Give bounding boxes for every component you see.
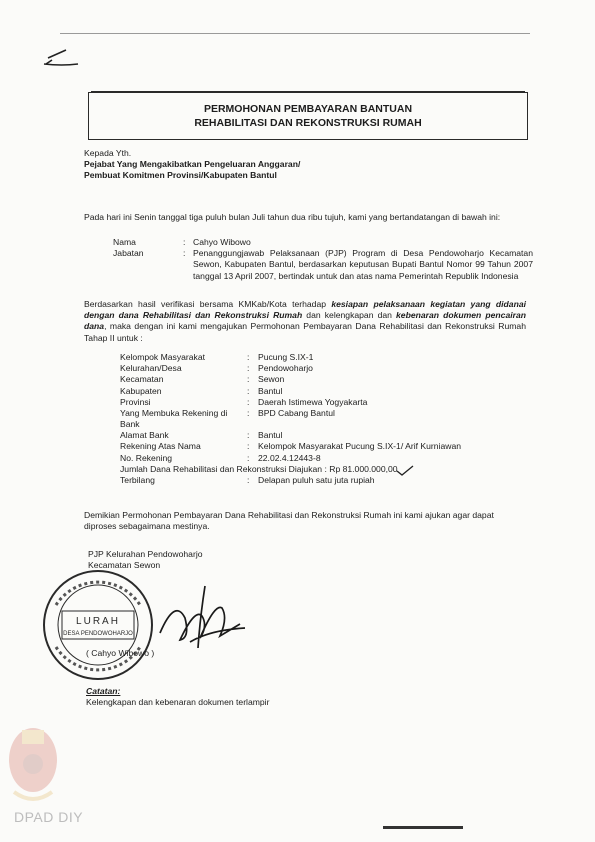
handwritten-mark bbox=[42, 44, 82, 68]
identity-value: Penanggungjawab Pelaksanaan (PJP) Program di Desa Pendowoharjo Kecamatan Sewon, Kabupaten Bantul, berdasarkan keputusan Bupati Bantul Nomor 99 Tahun 2007 tanggal 13 April 2007, bertindak untuk dan atas nama Pemerintah Republik Indonesia bbox=[193, 248, 533, 281]
addressee-greeting: Kepada Yth. bbox=[84, 148, 132, 158]
detail-colon: : bbox=[247, 430, 250, 441]
detail-colon: : bbox=[247, 407, 250, 418]
amount-row bbox=[120, 464, 520, 475]
identity-fields bbox=[113, 237, 533, 282]
detail-row bbox=[120, 441, 520, 452]
detail-colon: : bbox=[247, 441, 250, 452]
terbilang-value: Delapan puluh satu juta rupiah bbox=[258, 474, 375, 485]
paragraph-part-3: , maka dengan ini kami mengajukan Permohonan Pembayaran Dana Rehabilitasi dan Rekonstruksi Rumah Tahap II untuk : bbox=[84, 321, 526, 343]
paragraph-emphasis-2: kebenaran dokumen pencairan dana bbox=[84, 310, 526, 332]
amount-value: Rp 81.000.000,00 bbox=[329, 463, 398, 474]
detail-label: Kelompok Masyarakat bbox=[120, 352, 206, 362]
title-line-2: REHABILITASI DAN REKONSTRUKSI RUMAH bbox=[194, 117, 422, 129]
signer-role: PJP Kelurahan Pendowoharjo bbox=[88, 549, 203, 559]
note-text: Kelengkapan dan kebenaran dokumen terlampir bbox=[86, 697, 270, 708]
detail-value: Bantul bbox=[258, 385, 283, 396]
detail-row bbox=[120, 386, 520, 397]
detail-value: 22.02.4.12443-8 bbox=[258, 452, 321, 463]
detail-value: BPD Cabang Bantul bbox=[258, 407, 335, 418]
detail-label: Yang Membuka Rekening di Bank bbox=[120, 407, 228, 430]
detail-fields bbox=[120, 352, 520, 486]
signer-name: ( Cahyo Wibowo ) bbox=[86, 648, 155, 658]
amount-separator: : bbox=[322, 463, 330, 474]
paragraph-part-1: Berdasarkan hasil verifikasi bersama KMKab/Kota terhadap bbox=[84, 299, 332, 309]
identity-colon: : bbox=[183, 248, 186, 259]
detail-value: Daerah Istimewa Yogyakarta bbox=[258, 396, 368, 407]
note-block bbox=[86, 686, 269, 708]
detail-colon: : bbox=[247, 474, 250, 485]
detail-value: Pendowoharjo bbox=[258, 363, 313, 374]
paragraph-emphasis-1: kesiapan pelaksanaan kegiatan yang didanai dengan dana Rehabilitasi dan Rekonstruksi Rumah bbox=[84, 299, 526, 321]
signature-icon bbox=[150, 578, 250, 658]
intro-text: Pada hari ini Senin tanggal tiga puluh bulan Juli tahun dua ribu tujuh, kami yang bertandatangan di bawah ini: bbox=[84, 212, 501, 222]
closing-paragraph: Demikian Permohonan Pembayaran Dana Rehabilitasi dan Rekonstruksi Rumah ini kami ajukan agar dapat diproses sebagaimana mestinya. bbox=[84, 510, 494, 532]
detail-row bbox=[120, 397, 520, 408]
identity-label: Nama bbox=[113, 237, 136, 247]
detail-label: Alamat Bank bbox=[120, 430, 169, 441]
terbilang-label: Terbilang bbox=[120, 474, 155, 485]
official-stamp-icon bbox=[36, 565, 166, 685]
verification-paragraph bbox=[84, 299, 526, 344]
terbilang-row bbox=[120, 475, 520, 486]
detail-colon: : bbox=[247, 385, 250, 396]
detail-row bbox=[120, 408, 520, 430]
detail-label: Kecamatan bbox=[120, 374, 164, 385]
identity-row-name bbox=[113, 237, 533, 248]
detail-row bbox=[120, 430, 520, 441]
detail-colon: : bbox=[247, 396, 250, 407]
identity-colon: : bbox=[183, 237, 186, 247]
detail-colon: : bbox=[247, 352, 250, 362]
addressee-official-2: Pembuat Komitmen Provinsi/Kabupaten Bantul bbox=[84, 170, 277, 181]
addressee-block bbox=[84, 148, 300, 182]
stamp-center-text: LURAH bbox=[76, 616, 120, 627]
stamp-sub-text: DESA PENDOWOHARJO bbox=[63, 631, 133, 637]
detail-colon: : bbox=[247, 452, 250, 463]
detail-label: Kelurahan/Desa bbox=[120, 363, 182, 374]
top-rule bbox=[60, 33, 530, 34]
detail-row bbox=[120, 352, 520, 363]
detail-colon: : bbox=[247, 363, 250, 374]
detail-colon: : bbox=[247, 374, 250, 385]
bottom-mark bbox=[383, 826, 463, 829]
identity-value: Cahyo Wibowo bbox=[193, 237, 251, 247]
checkmark-icon bbox=[396, 465, 414, 477]
identity-label: Jabatan bbox=[113, 248, 144, 259]
detail-row bbox=[120, 453, 520, 464]
addressee-official: Pejabat Yang Mengakibatkan Pengeluaran Anggaran/ bbox=[84, 159, 301, 170]
detail-label: Provinsi bbox=[120, 396, 151, 407]
crest-watermark-icon bbox=[4, 720, 62, 808]
detail-row bbox=[120, 374, 520, 385]
watermark-text: DPAD DIY bbox=[14, 809, 84, 825]
detail-row bbox=[120, 363, 520, 374]
detail-value: Bantul bbox=[258, 430, 283, 441]
paragraph-part-2: dan kelengkapan dan bbox=[302, 310, 397, 321]
signer-district: Kecamatan Sewon bbox=[88, 560, 161, 571]
detail-value: Pucung S.IX-1 bbox=[258, 352, 314, 362]
document-title bbox=[88, 92, 528, 140]
detail-label: Kabupaten bbox=[120, 385, 162, 396]
amount-label: Jumlah Dana Rehabilitasi dan Rekonstruksi Diajukan bbox=[120, 463, 323, 474]
detail-value: Kelompok Masyarakat Pucung S.IX-1/ Arif Kurniawan bbox=[258, 441, 462, 452]
detail-label: Rekening Atas Nama bbox=[120, 441, 201, 452]
identity-row-position bbox=[113, 248, 533, 282]
title-line-1: PERMOHONAN PEMBAYARAN BANTUAN bbox=[203, 102, 413, 115]
note-heading: Catatan: bbox=[86, 686, 121, 696]
detail-label: No. Rekening bbox=[120, 452, 173, 463]
detail-value: Sewon bbox=[258, 374, 285, 385]
